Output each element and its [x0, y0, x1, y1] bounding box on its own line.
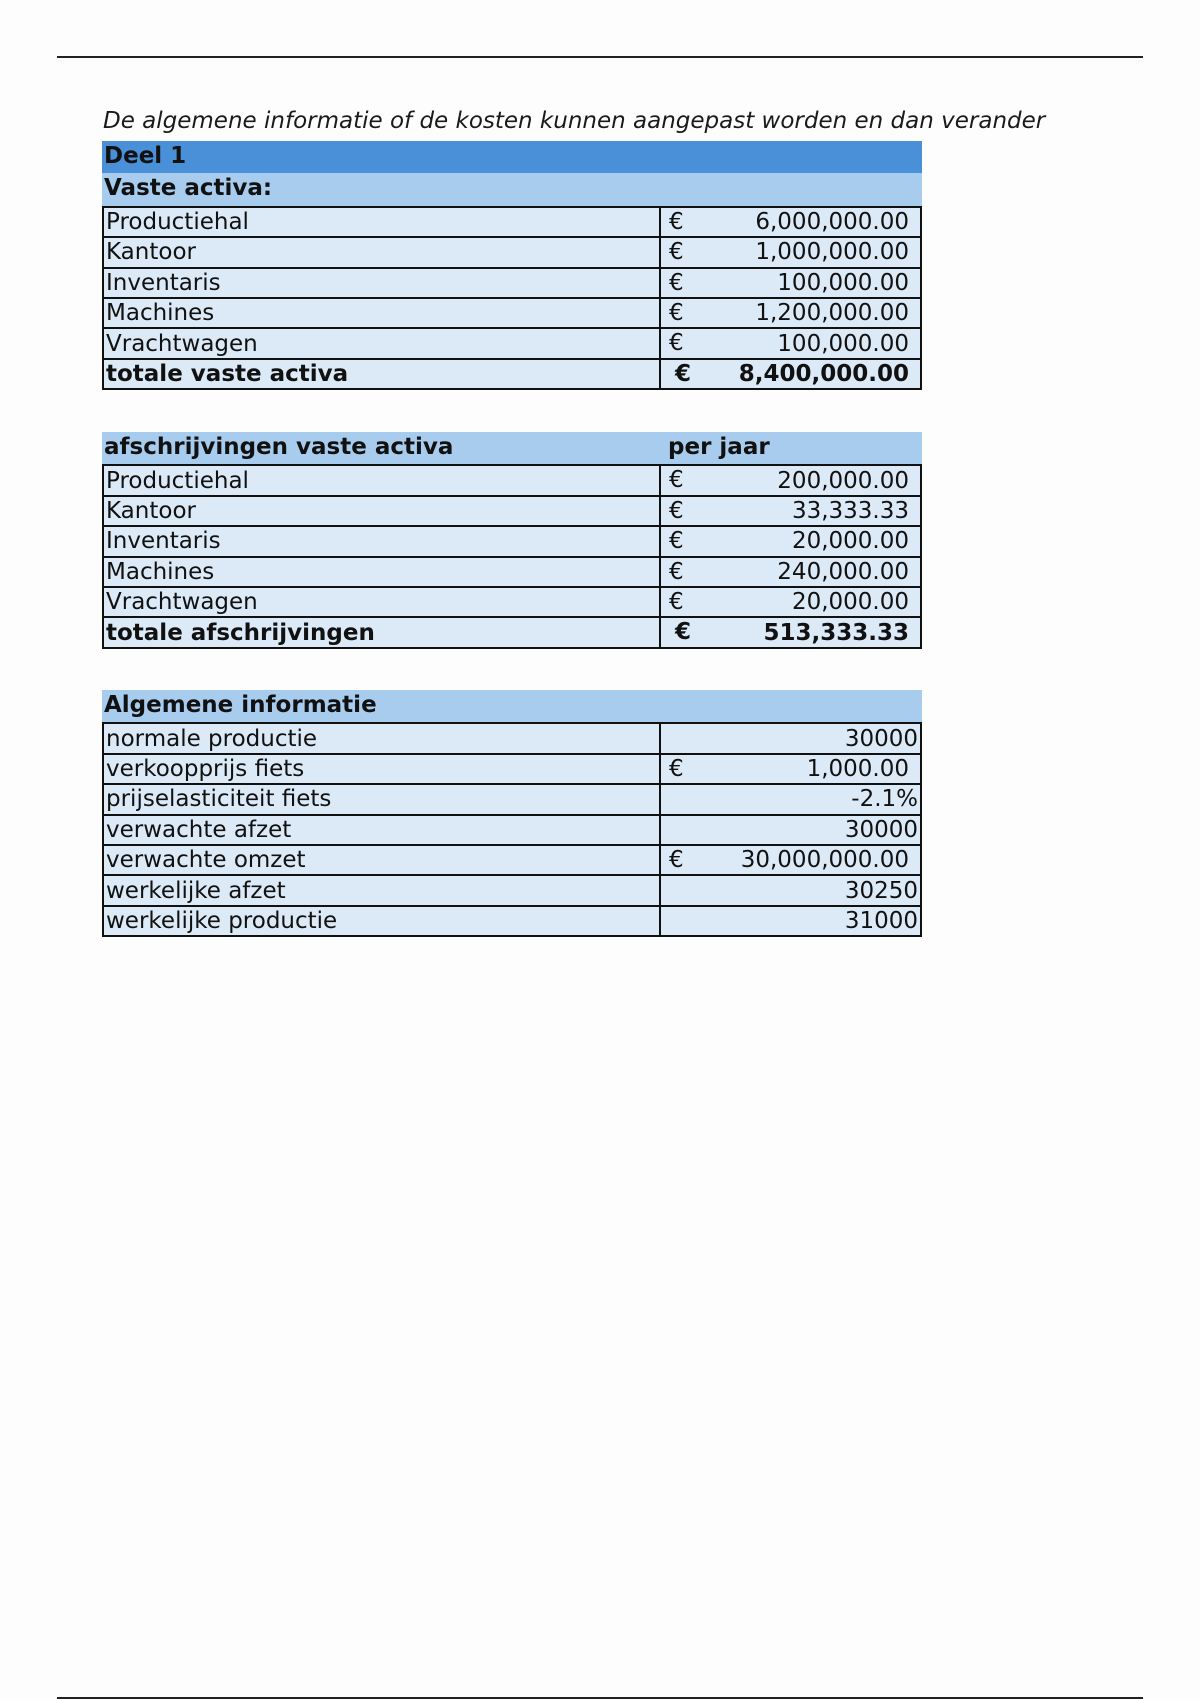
row-label: Productiehal: [103, 207, 660, 237]
amount-value: 20,000.00: [791, 589, 909, 616]
row-label: totale afschrijvingen: [103, 617, 660, 647]
amount-cell: [660, 845, 921, 875]
table-row: [103, 815, 921, 845]
amount-value: 33,333.33: [791, 497, 909, 524]
currency-symbol: €: [669, 208, 684, 235]
table-row: [103, 207, 921, 237]
amount-cell: [660, 237, 921, 267]
amount-value: 30,000,000.00: [740, 847, 909, 874]
amount-value: 1,200,000.00: [755, 300, 909, 327]
currency-symbol: €: [669, 269, 684, 296]
currency-symbol: €: [675, 619, 692, 646]
amount-value: 31000: [844, 907, 918, 934]
amount-cell: [660, 526, 921, 556]
amount-value: 1,000.00: [806, 755, 909, 782]
amount-cell: [660, 815, 921, 845]
row-label: totale vaste activa: [103, 359, 660, 389]
fixed-assets-header-label: Vaste activa:: [104, 175, 273, 202]
table-row: [103, 784, 921, 814]
row-label: werkelijke afzet: [103, 875, 660, 905]
total-row: [103, 617, 921, 647]
amount-value: 30000: [844, 725, 918, 752]
currency-symbol: €: [669, 528, 684, 555]
row-label: verwachte afzet: [103, 815, 660, 845]
currency-symbol: €: [669, 755, 684, 782]
per-year-header: per jaar: [668, 434, 770, 460]
depreciation-section: [102, 432, 922, 649]
amount-cell: [660, 784, 921, 814]
currency-symbol: €: [669, 467, 684, 494]
fixed-assets-header: [102, 173, 922, 205]
row-label: verwachte omzet: [103, 845, 660, 875]
amount-cell: [660, 875, 921, 905]
amount-value: -2.1%: [851, 786, 918, 813]
table-row: [103, 557, 921, 587]
table-row: [103, 237, 921, 267]
amount-cell: [660, 328, 921, 358]
amount-value: 240,000.00: [777, 558, 909, 585]
currency-symbol: €: [669, 497, 684, 524]
amount-value: 1,000,000.00: [755, 239, 909, 266]
general-info-table: [102, 722, 922, 937]
currency-symbol: €: [669, 558, 684, 585]
currency-symbol: €: [669, 299, 684, 326]
row-label: Inventaris: [103, 268, 660, 298]
row-label: normale productie: [103, 723, 660, 753]
top-rule: [57, 56, 1143, 58]
row-label: prijselasticiteit fiets: [103, 784, 660, 814]
amount-cell: [660, 465, 921, 495]
depreciation-table: [102, 464, 922, 648]
row-label: Kantoor: [103, 496, 660, 526]
currency-symbol: €: [675, 360, 692, 387]
general-info-header-label: Algemene informatie: [104, 692, 377, 718]
amount-value: 100,000.00: [777, 269, 909, 296]
depreciation-header-label: afschrijvingen vaste activa: [104, 434, 454, 460]
amount-cell: [660, 298, 921, 328]
amount-value: 30000: [844, 816, 918, 843]
row-label: Vrachtwagen: [103, 328, 660, 358]
amount-value: 6,000,000.00: [755, 208, 909, 235]
amount-value: 30250: [844, 877, 918, 904]
part-title: Deel 1: [102, 141, 922, 173]
currency-symbol: €: [669, 330, 684, 357]
general-info-header: [102, 690, 922, 722]
amount-cell: [660, 617, 921, 647]
row-label: Kantoor: [103, 237, 660, 267]
amount-cell: [660, 906, 921, 936]
row-label: Vrachtwagen: [103, 587, 660, 617]
fixed-assets-section: [102, 141, 922, 390]
currency-symbol: €: [669, 846, 684, 873]
amount-cell: [660, 359, 921, 389]
amount-value: 20,000.00: [791, 528, 909, 555]
table-row: [103, 845, 921, 875]
table-row: [103, 268, 921, 298]
general-info-section: [102, 690, 922, 937]
table-row: [103, 298, 921, 328]
amount-value: 100,000.00: [777, 330, 909, 357]
table-row: [103, 496, 921, 526]
amount-cell: [660, 723, 921, 753]
currency-symbol: €: [669, 239, 684, 266]
amount-cell: [660, 587, 921, 617]
amount-value: 513,333.33: [763, 619, 909, 646]
amount-cell: [660, 496, 921, 526]
table-row: [103, 906, 921, 936]
fixed-assets-table: [102, 206, 922, 390]
amount-cell: [660, 754, 921, 784]
instruction-note: De algemene informatie of de kosten kunnen aangepast worden en dan verander: [103, 108, 1046, 134]
table-row: [103, 465, 921, 495]
row-label: Productiehal: [103, 465, 660, 495]
table-row: [103, 587, 921, 617]
amount-value: 8,400,000.00: [738, 360, 909, 387]
depreciation-header: [102, 432, 922, 464]
amount-cell: [660, 557, 921, 587]
row-label: werkelijke productie: [103, 906, 660, 936]
row-label: verkoopprijs fiets: [103, 754, 660, 784]
bottom-rule: [57, 1697, 1143, 1699]
total-row: [103, 359, 921, 389]
table-row: [103, 328, 921, 358]
row-label: Inventaris: [103, 526, 660, 556]
table-row: [103, 754, 921, 784]
amount-cell: [660, 207, 921, 237]
amount-value: 200,000.00: [777, 467, 909, 494]
row-label: Machines: [103, 298, 660, 328]
amount-cell: [660, 268, 921, 298]
row-label: Machines: [103, 557, 660, 587]
currency-symbol: €: [669, 588, 684, 615]
table-row: [103, 526, 921, 556]
table-row: [103, 875, 921, 905]
table-row: [103, 723, 921, 753]
